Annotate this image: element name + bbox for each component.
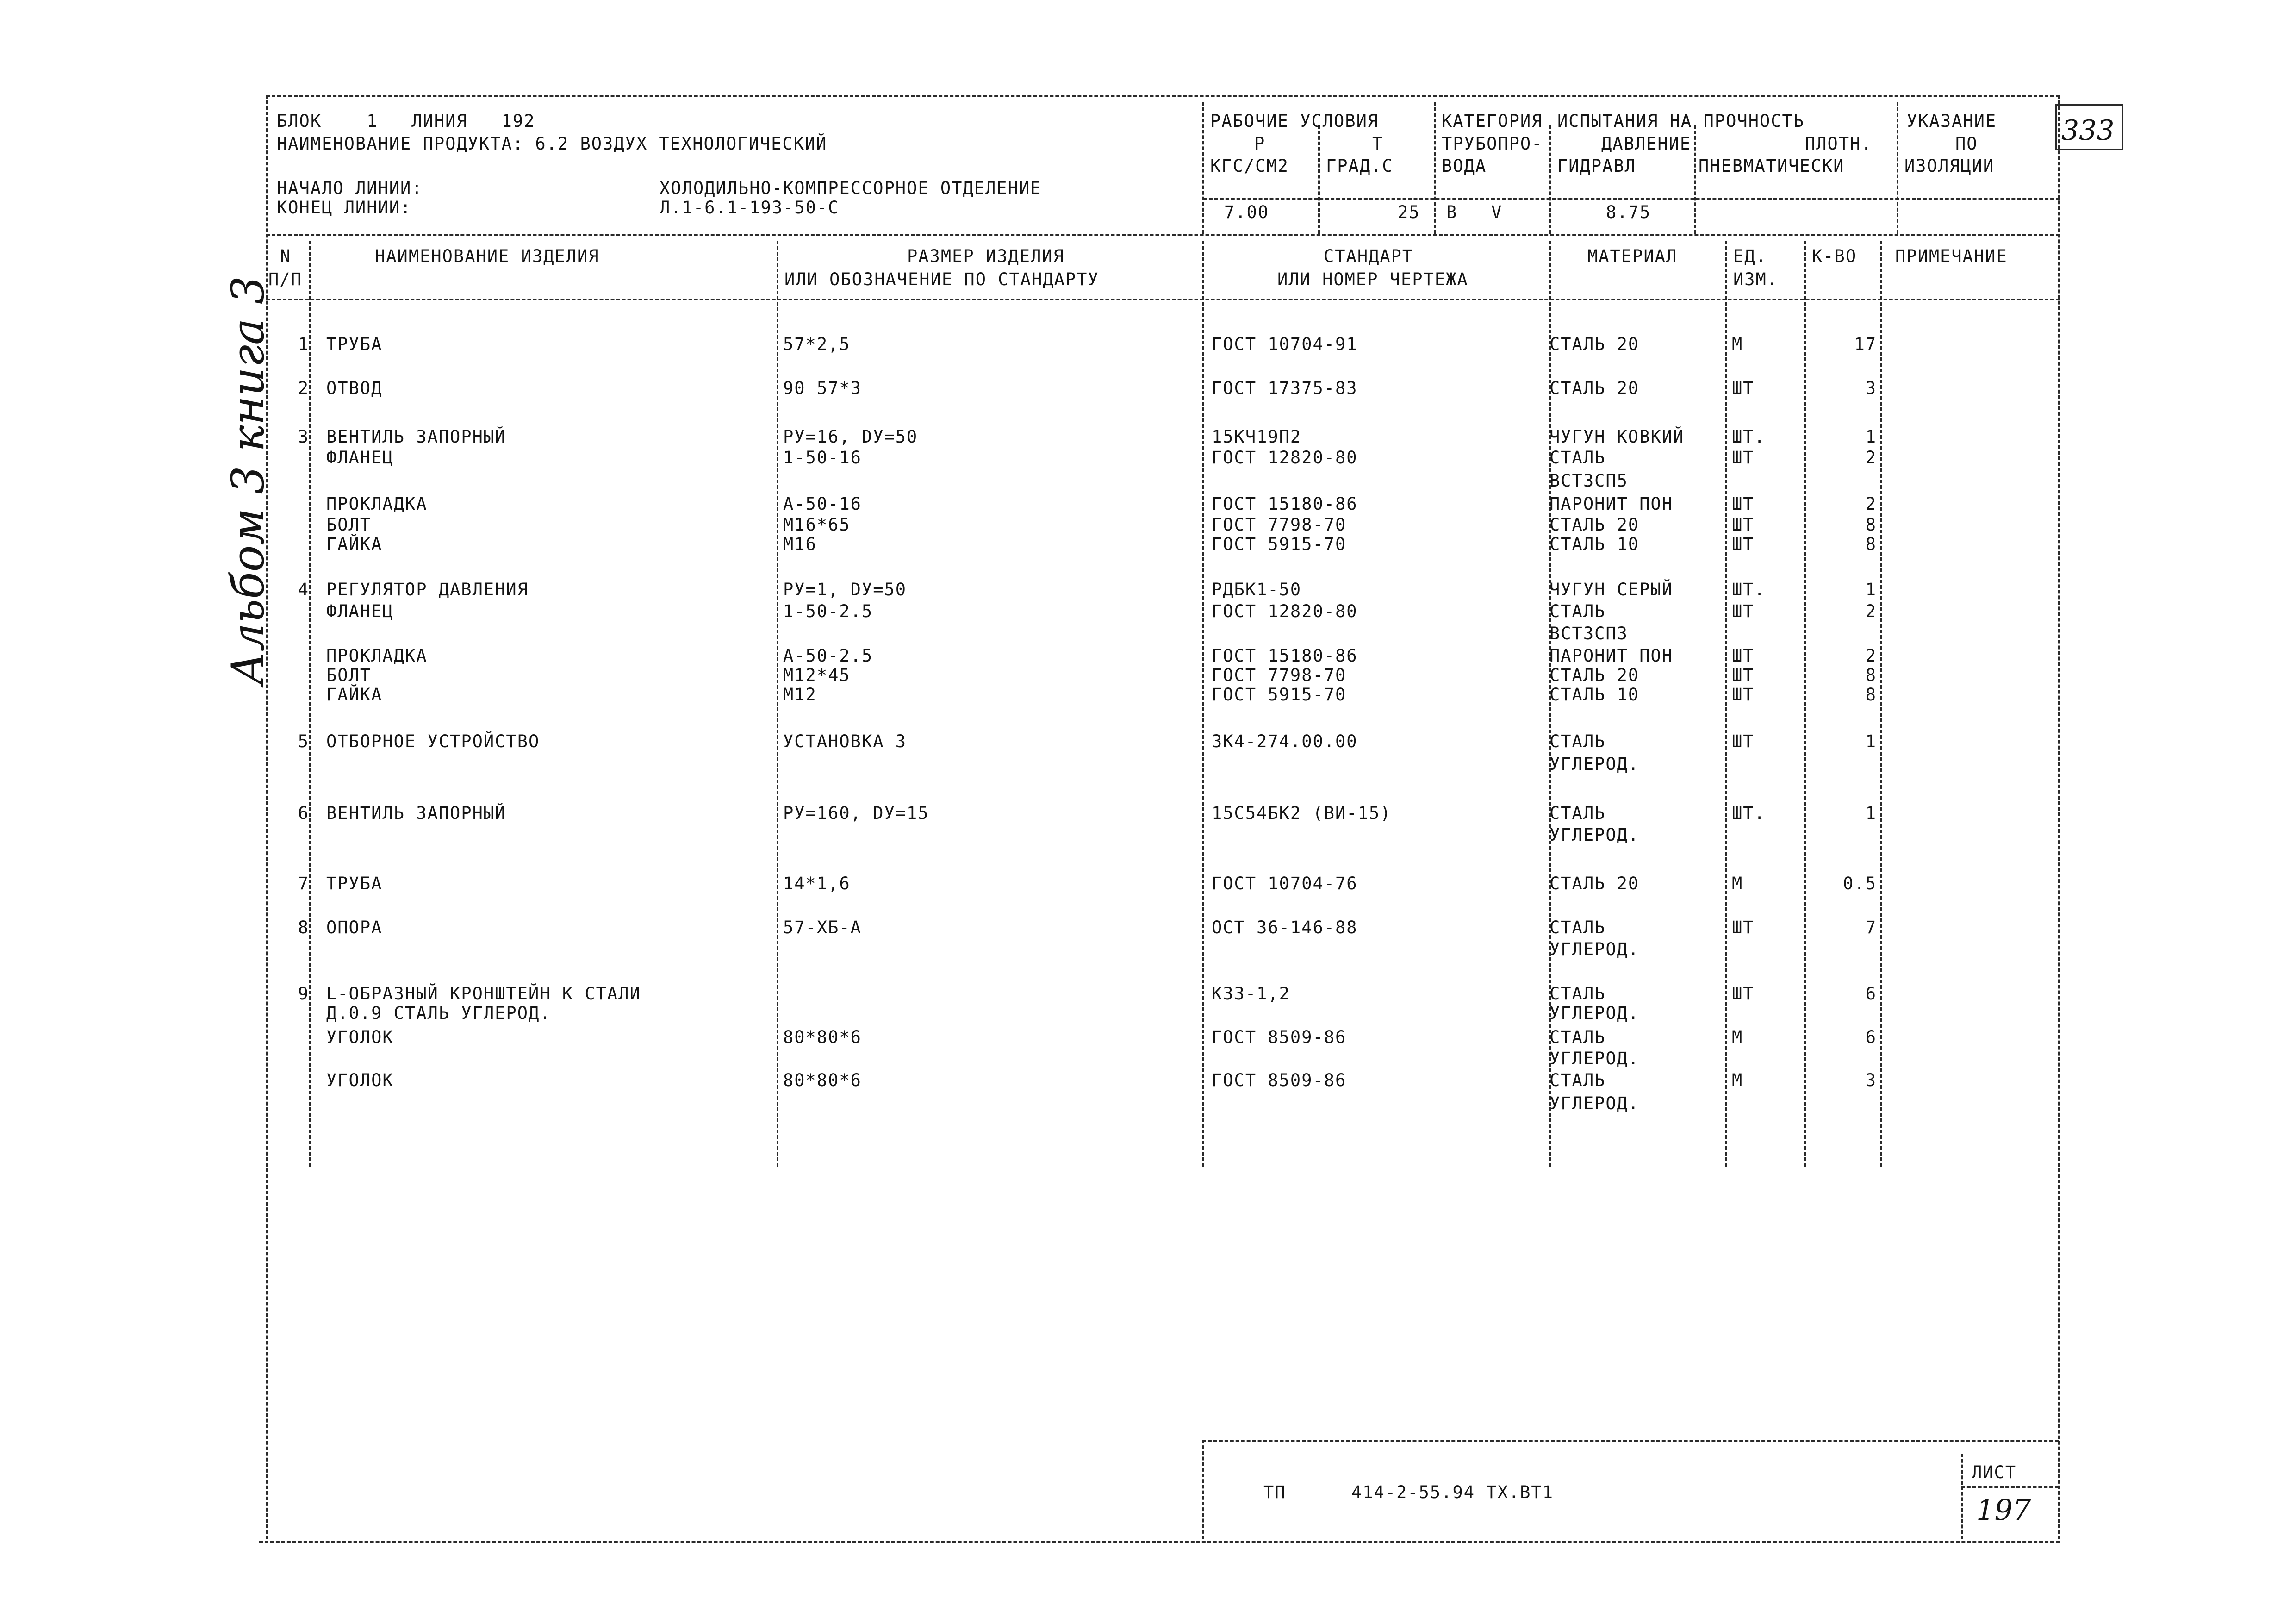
frame-right-line [2058,95,2060,1539]
cell-material: ПАРОНИТ ПОН [1549,494,1674,514]
header-test-4: ГИДРАВЛ [1557,156,1636,176]
cell-qty: 6 [1865,984,1877,1004]
header-block: БЛОК 1 ЛИНИЯ 192 [277,111,535,131]
cell-unit: ШТ. [1732,427,1766,447]
cell-qty: 1 [1865,580,1877,600]
cell-size: М16 [783,534,817,554]
header-test-2: ДАВЛЕНИЕ [1601,134,1692,154]
cell-material: СТАЛЬ [1549,803,1606,823]
cell-qty: 0.5 [1843,874,1877,893]
cell-qty: 7 [1865,918,1877,937]
cell-num: 7 [298,874,309,893]
header-hydro-value: 8.75 [1606,202,1651,222]
cell-material: УГЛЕРОД. [1549,1049,1640,1068]
cell-material: УГЛЕРОД. [1549,939,1640,959]
col-sep-num [309,241,311,1167]
header-category-3: ВОДА [1442,156,1487,176]
cell-name: ФЛАНЕЦ [326,448,394,468]
header-insulation-1: УКАЗАНИЕ [1907,111,1997,131]
header-insulation-2: ПО [1955,134,1978,154]
cell-unit: ШТ [1732,515,1755,535]
cell-std: ОСТ 36-146-88 [1212,918,1358,937]
cell-num: 6 [298,803,309,823]
col-std-2: ИЛИ НОМЕР ЧЕРТЕЖА [1277,269,1468,289]
cell-name: ТРУБА [326,334,383,354]
cell-unit: ШТ [1732,601,1755,621]
cell-std: ГОСТ 10704-91 [1212,334,1358,354]
header-value-line [1203,198,2060,200]
cell-std: ГОСТ 12820-80 [1212,448,1358,468]
header-work-conditions: РАБОЧИЕ УСЛОВИЯ [1210,111,1379,131]
cell-name: УГОЛОК [326,1027,394,1047]
header-insulation-3: ИЗОЛЯЦИИ [1904,156,1995,176]
col-num-1: N [280,246,292,266]
stamp-box [2055,104,2123,150]
cell-qty: 1 [1865,427,1877,447]
header-vsep-2 [1318,125,1320,234]
cell-size: 80*80*6 [783,1070,862,1090]
side-note: Альбом 3 книга 3 [222,276,274,685]
col-size-1: РАЗМЕР ИЗДЕЛИЯ [907,246,1064,266]
cell-size: А-50-16 [783,494,862,514]
cell-size: 1-50-2.5 [783,601,873,621]
cell-name: БОЛТ [326,665,372,685]
cell-qty: 2 [1865,601,1877,621]
cell-size: РУ=160, DУ=15 [783,803,929,823]
header-vsep-6 [1897,102,1898,234]
cell-qty: 8 [1865,665,1877,685]
header-t: Т [1372,134,1384,154]
cell-unit: ШТ. [1732,803,1766,823]
col-std-1: СТАНДАРТ [1324,246,1414,266]
header-test-1: ИСПЫТАНИЯ НА ПРОЧНОСТЬ [1557,111,1805,131]
cell-size: УСТАНОВКА 3 [783,731,907,751]
header-start-label: НАЧАЛО ЛИНИИ: [277,178,423,198]
cell-material: УГЛЕРОД. [1549,754,1640,774]
header-test-3: ПЛОТН. [1805,134,1873,154]
cell-name: ФЛАНЕЦ [326,601,394,621]
col-name: НАИМЕНОВАНИЕ ИЗДЕЛИЯ [375,246,600,266]
cell-material: УГЛЕРОД. [1549,825,1640,845]
cell-num: 9 [298,984,309,1004]
cell-size: 57-ХБ-А [783,918,862,937]
cell-std: 3К4-274.00.00 [1212,731,1358,751]
cell-material: ЧУГУН СЕРЫЙ [1549,580,1674,600]
cell-num: 1 [298,334,309,354]
cell-name: РЕГУЛЯТОР ДАВЛЕНИЯ [326,580,529,600]
cell-unit: ШТ [1732,731,1755,751]
cell-unit: ШТ. [1732,580,1766,600]
col-unit-1: ЕД. [1733,246,1767,266]
cell-unit: М [1732,874,1743,893]
header-p-unit: КГС/СМ2 [1210,156,1289,176]
cell-material: СТАЛЬ 20 [1549,334,1640,354]
cell-qty: 17 [1854,334,1877,354]
cell-name: ПРОКЛАДКА [326,494,428,514]
cell-material: СТАЛЬ [1549,1070,1606,1090]
cell-qty: 2 [1865,494,1877,514]
cell-std: ГОСТ 5915-70 [1212,534,1347,554]
cell-size: РУ=16, DУ=50 [783,427,918,447]
header-end-label: КОНЕЦ ЛИНИИ: [277,198,412,218]
header-vsep-3 [1434,102,1436,234]
cell-qty: 8 [1865,515,1877,535]
header-start-value: ХОЛОДИЛЬНО-КОМПРЕССОРНОЕ ОТДЕЛЕНИЕ [660,178,1042,198]
cell-material: ПАРОНИТ ПОН [1549,646,1674,666]
cell-num: 8 [298,918,309,937]
cell-size: М12 [783,685,817,705]
header-vsep-1 [1202,102,1204,234]
footer-sheet-number: 197 [1976,1493,2031,1527]
header-end-value: Л.1-6.1-193-50-С [660,198,840,218]
cell-std: ГОСТ 10704-76 [1212,874,1358,893]
cell-size: 1-50-16 [783,448,862,468]
cell-unit: ШТ [1732,646,1755,666]
cell-material: УГЛЕРОД. [1549,1093,1640,1113]
footer-sheet-sep [1961,1454,1963,1539]
cell-std: 15С54БК2 (ВИ-15) [1212,803,1392,823]
stamp-number: 333 [2061,114,2115,147]
cell-num: 5 [298,731,309,751]
cell-size: М16*65 [783,515,851,535]
cell-size: А-50-2.5 [783,646,873,666]
cell-unit: ШТ [1732,378,1755,398]
cell-unit: ШТ [1732,534,1755,554]
cell-std: ГОСТ 15180-86 [1212,646,1358,666]
cell-material: СТАЛЬ 10 [1549,534,1640,554]
cell-material: ВСТ3СП3 [1549,624,1628,643]
cell-name: ОТВОД [326,378,383,398]
cell-name: ОТБОРНОЕ УСТРОЙСТВО [326,731,540,751]
cell-unit: М [1732,334,1743,354]
footer-left-line [1202,1440,1204,1539]
cell-size: 14*1,6 [783,874,851,893]
cell-size: 90 57*3 [783,378,862,398]
header-vsep-4 [1549,125,1551,234]
cell-size: М12*45 [783,665,851,685]
cell-material: ВСТ3СП5 [1549,471,1628,491]
header-bottom-line [266,234,2060,236]
cell-qty: 2 [1865,448,1877,468]
cell-std: ГОСТ 17375-83 [1212,378,1358,398]
cell-std: К33-1,2 [1212,984,1290,1004]
footer-sheet-label: ЛИСТ [1972,1462,2017,1482]
cell-qty: 2 [1865,646,1877,666]
cell-material: СТАЛЬ 20 [1549,378,1640,398]
cell-qty: 3 [1865,1070,1877,1090]
cell-unit: ШТ [1732,984,1755,1004]
cell-qty: 8 [1865,685,1877,705]
cell-size: 57*2,5 [783,334,851,354]
cell-qty: 1 [1865,803,1877,823]
col-note: ПРИМЕЧАНИЕ [1895,246,2008,266]
col-num-2: П/П [268,269,302,289]
cell-material: СТАЛЬ [1549,731,1606,751]
cell-std: ГОСТ 5915-70 [1212,685,1347,705]
cell-name: ГАЙКА [326,534,383,554]
cell-unit: ШТ [1732,665,1755,685]
cell-num: 2 [298,378,309,398]
cell-material: СТАЛЬ [1549,984,1606,1004]
col-sep-qty [1880,241,1882,1167]
header-t-value: 25 [1398,202,1420,222]
cell-material: СТАЛЬ 20 [1549,515,1640,535]
footer-tp: ТП [1263,1482,1286,1502]
cell-unit: М [1732,1070,1743,1090]
cell-std: ГОСТ 12820-80 [1212,601,1358,621]
header-p-value: 7.00 [1224,202,1269,222]
cell-unit: ШТ [1732,448,1755,468]
header-category-2: ТРУБОПРО- [1442,134,1543,154]
cell-std: ГОСТ 8509-86 [1212,1027,1347,1047]
cell-unit: М [1732,1027,1743,1047]
cell-std: 15КЧ19П2 [1212,427,1302,447]
cell-std: ГОСТ 15180-86 [1212,494,1358,514]
header-category-1: КАТЕГОРИЯ [1442,111,1543,131]
footer-top-line [1202,1440,2059,1442]
cell-num: 3 [298,427,309,447]
header-product: НАИМЕНОВАНИЕ ПРОДУКТА: 6.2 ВОЗДУХ ТЕХНОЛОГИЧЕСКИЙ [277,134,828,154]
cell-unit: ШТ [1732,494,1755,514]
footer-sheet-line [1961,1486,2059,1488]
cell-std: ГОСТ 7798-70 [1212,515,1347,535]
cell-unit: ШТ [1732,918,1755,937]
cell-material: СТАЛЬ 20 [1549,874,1640,893]
cell-name: БОЛТ [326,515,372,535]
cell-name: Д.0.9 СТАЛЬ УГЛЕРОД. [326,1003,551,1023]
cell-material: СТАЛЬ [1549,601,1606,621]
cell-qty: 8 [1865,534,1877,554]
cell-name: ОПОРА [326,918,383,937]
cell-material: СТАЛЬ [1549,918,1606,937]
frame-top-line [266,95,2060,97]
col-sep-mat [1725,241,1727,1167]
cell-material: СТАЛЬ 10 [1549,685,1640,705]
cell-material: СТАЛЬ 20 [1549,665,1640,685]
frame-bottom-line [259,1541,2060,1543]
col-sep-size [1202,241,1204,1167]
col-qty: К-ВО [1812,246,1857,266]
cell-material: УГЛЕРОД. [1549,1003,1640,1023]
footer-code: 414-2-55.94 ТХ.ВТ1 [1351,1482,1554,1502]
cell-qty: 1 [1865,731,1877,751]
columns-bottom-line [266,299,2060,300]
cell-std: ГОСТ 8509-86 [1212,1070,1347,1090]
cell-name: L-ОБРАЗНЫЙ КРОНШТЕЙН К СТАЛИ [326,984,641,1004]
cell-qty: 3 [1865,378,1877,398]
header-p: Р [1254,134,1266,154]
header-test-5: ПНЕВМАТИЧЕСКИ [1699,156,1845,176]
cell-num: 4 [298,580,309,600]
cell-name: ПРОКЛАДКА [326,646,428,666]
cell-size: РУ=1, DУ=50 [783,580,907,600]
cell-size: 80*80*6 [783,1027,862,1047]
col-sep-name [777,241,778,1167]
cell-name: ТРУБА [326,874,383,893]
cell-name: ГАЙКА [326,685,383,705]
header-t-unit: ГРАД.С [1326,156,1394,176]
col-unit-2: ИЗМ. [1733,269,1779,289]
cell-std: РДБК1-50 [1212,580,1302,600]
cell-material: СТАЛЬ [1549,448,1606,468]
cell-name: ВЕНТИЛЬ ЗАПОРНЫЙ [326,427,506,447]
header-vsep-5 [1694,125,1696,234]
cell-name: ВЕНТИЛЬ ЗАПОРНЫЙ [326,803,506,823]
cell-material: СТАЛЬ [1549,1027,1606,1047]
cell-material: ЧУГУН КОВКИЙ [1549,427,1685,447]
col-material: МАТЕРИАЛ [1587,246,1678,266]
cell-name: УГОЛОК [326,1070,394,1090]
col-sep-unit [1804,241,1806,1167]
cell-std: ГОСТ 7798-70 [1212,665,1347,685]
cell-qty: 6 [1865,1027,1877,1047]
col-size-2: ИЛИ ОБОЗНАЧЕНИЕ ПО СТАНДАРТУ [784,269,1099,289]
header-category-value: В V [1446,202,1503,222]
cell-unit: ШТ [1732,685,1755,705]
